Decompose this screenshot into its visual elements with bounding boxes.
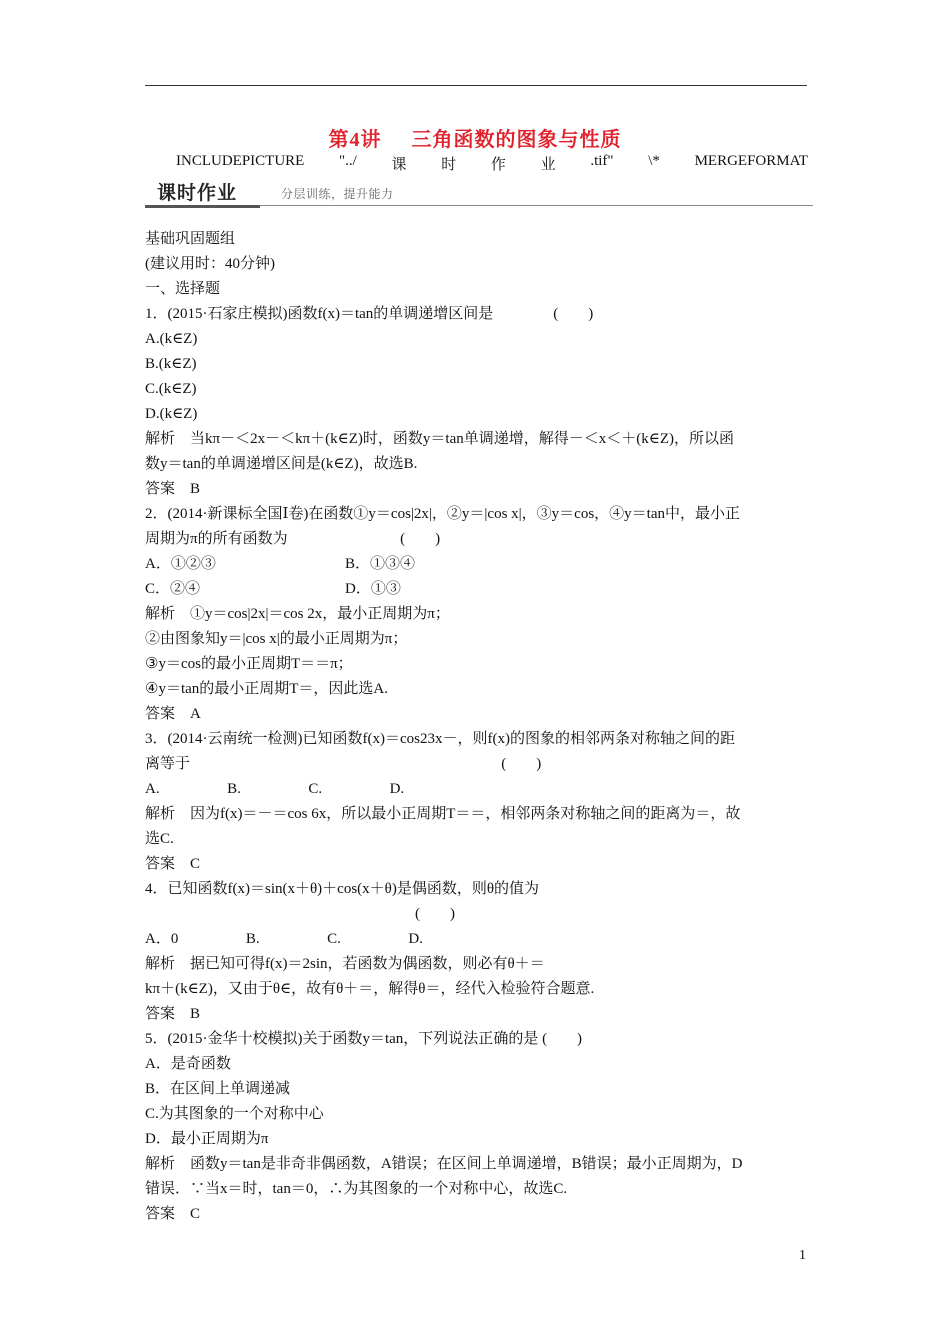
option-row — [145, 552, 810, 577]
option: B．①③④ — [345, 556, 416, 572]
question-2-cont: 周期为π的所有函数为 ( ) — [145, 531, 441, 547]
answer-line: 答案 C — [145, 1206, 201, 1222]
title-lecture: 第4讲 — [328, 129, 382, 151]
option: C．②④ — [145, 581, 201, 597]
page-title — [0, 123, 950, 152]
option-row: A．0 B. C. D. — [145, 931, 423, 947]
question-2: 2．(2014·新课标全国Ⅰ卷)在函数①y＝cos|2x|，②y＝|cos x|，③y＝cos，④y＝tan中，最小正 — [145, 506, 740, 522]
solution-line: 数y＝tan的单调递增区间是(k∈Z)，故选B. — [145, 456, 418, 472]
question-3: 3．(2014·云南统一检测)已知函数f(x)＝cos23x－，则f(x)的图象的相邻两条对称轴之间的距 — [145, 731, 735, 747]
solution-line: ②由图象知y＝|cos x|的最小正周期为π； — [145, 631, 408, 647]
title-topic: 三角函数的图象与性质 — [411, 129, 622, 151]
option-row: A. B. C. D. — [145, 781, 405, 797]
section-rule — [260, 205, 813, 206]
solution-line: 解析 函数y＝tan是非奇非偶函数，A错误；在区间上单调递增，B错误；最小正周期为，D — [145, 1156, 743, 1172]
option-line: A.(k∈Z) — [145, 331, 198, 347]
option-line: C.为其图象的一个对称中心 — [145, 1106, 324, 1122]
field-token: 业 — [540, 157, 556, 173]
section-underline — [145, 205, 260, 208]
option-line: B.(k∈Z) — [145, 356, 197, 372]
question-5: 5．(2015·金华十校模拟)关于函数y＝tan，下列说法正确的是 ( ) — [145, 1031, 583, 1047]
group-heading: 基础巩固题组 — [145, 231, 236, 247]
header-rule — [145, 85, 807, 86]
answer-line: 答案 B — [145, 481, 201, 497]
question-4: 4．已知函数f(x)＝sin(x＋θ)＋cos(x＋θ)是偶函数，则θ的值为 — [145, 881, 540, 897]
solution-line: ④y＝tan的最小正周期T＝，因此选A. — [145, 681, 389, 697]
solution-line: 解析 当kπ－＜2x－＜kπ＋(k∈Z)时，函数y＝tan单调递增，解得－＜x＜＋(k∈Z)，所以函 — [145, 431, 734, 447]
solution-line: kπ＋(k∈Z)，又由于θ∈，故有θ＋＝，解得θ＝，经代入检验符合题意. — [145, 981, 595, 997]
option-line: A．是奇函数 — [145, 1056, 231, 1072]
section-label: 课时作业 — [157, 182, 238, 204]
solution-line: 解析 据已知可得f(x)＝2sin，若函数为偶函数，则必有θ＋＝ — [145, 956, 545, 972]
option-line: B．在区间上单调递减 — [145, 1081, 291, 1097]
section-subtitle: 分层训练，提升能力 — [281, 187, 394, 201]
field-token: 时 — [441, 157, 457, 173]
option: A．①②③ — [145, 556, 216, 572]
option: D．①③ — [345, 581, 401, 597]
field-token: INCLUDEPICTURE — [176, 153, 305, 169]
field-token: .tif" — [590, 153, 614, 169]
page-number: 1 — [799, 1248, 806, 1263]
field-token: \* — [648, 153, 660, 169]
option-row — [145, 577, 810, 602]
question-1: 1．(2015·石家庄模拟)函数f(x)＝tan的单调递增区间是 ( ) — [145, 306, 594, 322]
time-note: (建议用时：40分钟) — [145, 256, 275, 272]
section-heading: 一、选择题 — [145, 281, 221, 297]
exercise-body — [145, 227, 810, 1227]
field-token: MERGEFORMAT — [694, 153, 808, 169]
answer-line: 答案 A — [145, 706, 201, 722]
field-token: 课 — [391, 157, 407, 173]
field-token: 作 — [490, 157, 506, 173]
answer-line: 答案 C — [145, 856, 201, 872]
solution-line: 解析 因为f(x)＝－＝cos 6x，所以最小正周期T＝＝，相邻两条对称轴之间的距离为＝，故 — [145, 806, 741, 822]
section-banner — [145, 178, 813, 208]
option-line: D．最小正周期为π — [145, 1131, 269, 1147]
solution-line: 选C. — [145, 831, 174, 847]
question-3-cont: 离等于 ( ) — [145, 756, 542, 772]
field-code-line — [176, 153, 808, 174]
answer-line: 答案 B — [145, 1006, 201, 1022]
solution-line: ③y＝cos的最小正周期T＝＝π； — [145, 656, 353, 672]
solution-line: 错误．∵当x＝时，tan＝0，∴为其图象的一个对称中心，故选C. — [145, 1181, 568, 1197]
field-token: "../ — [339, 153, 357, 169]
question-4-cont: ( ) — [145, 906, 455, 922]
option-line: C.(k∈Z) — [145, 381, 197, 397]
solution-line: 解析 ①y＝cos|2x|＝cos 2x，最小正周期为π； — [145, 606, 450, 622]
option-line: D.(k∈Z) — [145, 406, 198, 422]
